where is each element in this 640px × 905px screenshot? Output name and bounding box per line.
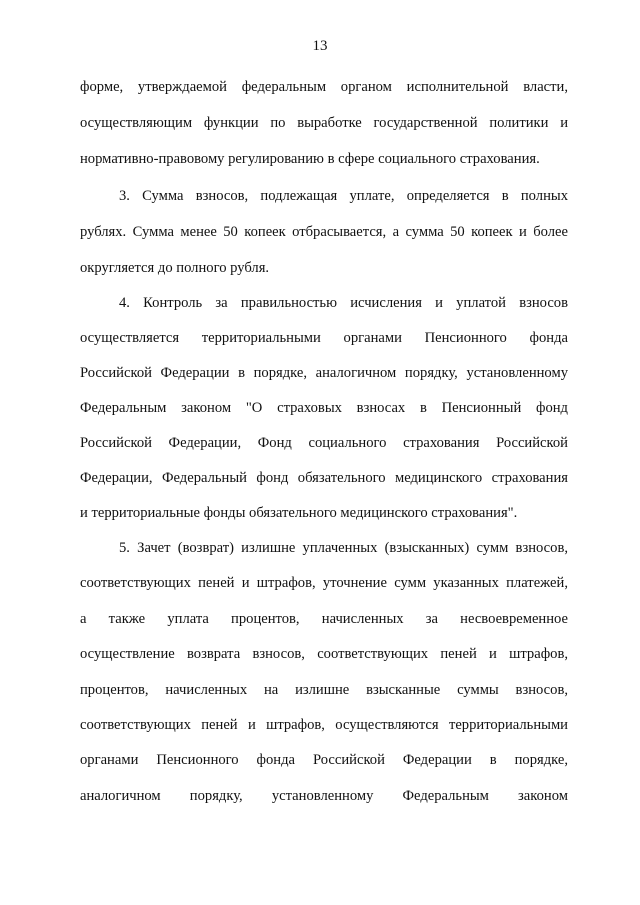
paragraph-line: Российской Федерации в порядке, аналогичном порядку, установленному — [80, 365, 568, 381]
paragraph-line: округляется до полного рубля. — [80, 260, 270, 276]
paragraph-line: 4. Контроль за правильностью исчисления и уплатой взносов — [119, 295, 568, 311]
paragraph-line: Федеральным законом "О страховых взносах в Пенсионный фонд — [80, 400, 568, 416]
paragraph-line: осуществляющим функции по выработке государственной политики и — [80, 115, 568, 131]
paragraph-line: осуществление возврата взносов, соответствующих пеней и штрафов, — [80, 646, 568, 662]
paragraph-line: 5. Зачет (возврат) излишне уплаченных (взысканных) сумм взносов, — [119, 540, 568, 556]
paragraph-line: соответствующих пеней и штрафов, уточнение сумм указанных платежей, — [80, 575, 568, 591]
paragraph-line: Федерации, Федеральный фонд обязательного медицинского страхования — [80, 470, 568, 486]
paragraph-line: а также уплата процентов, начисленных за несвоевременное — [80, 611, 568, 627]
paragraph-line: аналогичном порядку, установленному Федеральным законом — [80, 788, 568, 804]
paragraph-line: процентов, начисленных на излишне взысканные суммы взносов, — [80, 682, 568, 698]
paragraph-line: и территориальные фонды обязательного медицинского страхования". — [80, 505, 518, 521]
paragraph-line: 3. Сумма взносов, подлежащая уплате, определяется в полных — [119, 188, 568, 204]
paragraph-line: органами Пенсионного фонда Российской Федерации в порядке, — [80, 752, 568, 768]
paragraph-line: рублях. Сумма менее 50 копеек отбрасывается, а сумма 50 копеек и более — [80, 224, 568, 240]
page-number: 13 — [312, 38, 328, 54]
paragraph-line: нормативно-правовому регулированию в сфере социального страхования. — [80, 151, 540, 167]
paragraph-line: соответствующих пеней и штрафов, осуществляются территориальными — [80, 717, 568, 733]
paragraph-line: осуществляется территориальными органами Пенсионного фонда — [80, 330, 568, 346]
paragraph-line: Российской Федерации, Фонд социального страхования Российской — [80, 435, 568, 451]
paragraph-line: форме, утверждаемой федеральным органом исполнительной власти, — [80, 79, 568, 95]
